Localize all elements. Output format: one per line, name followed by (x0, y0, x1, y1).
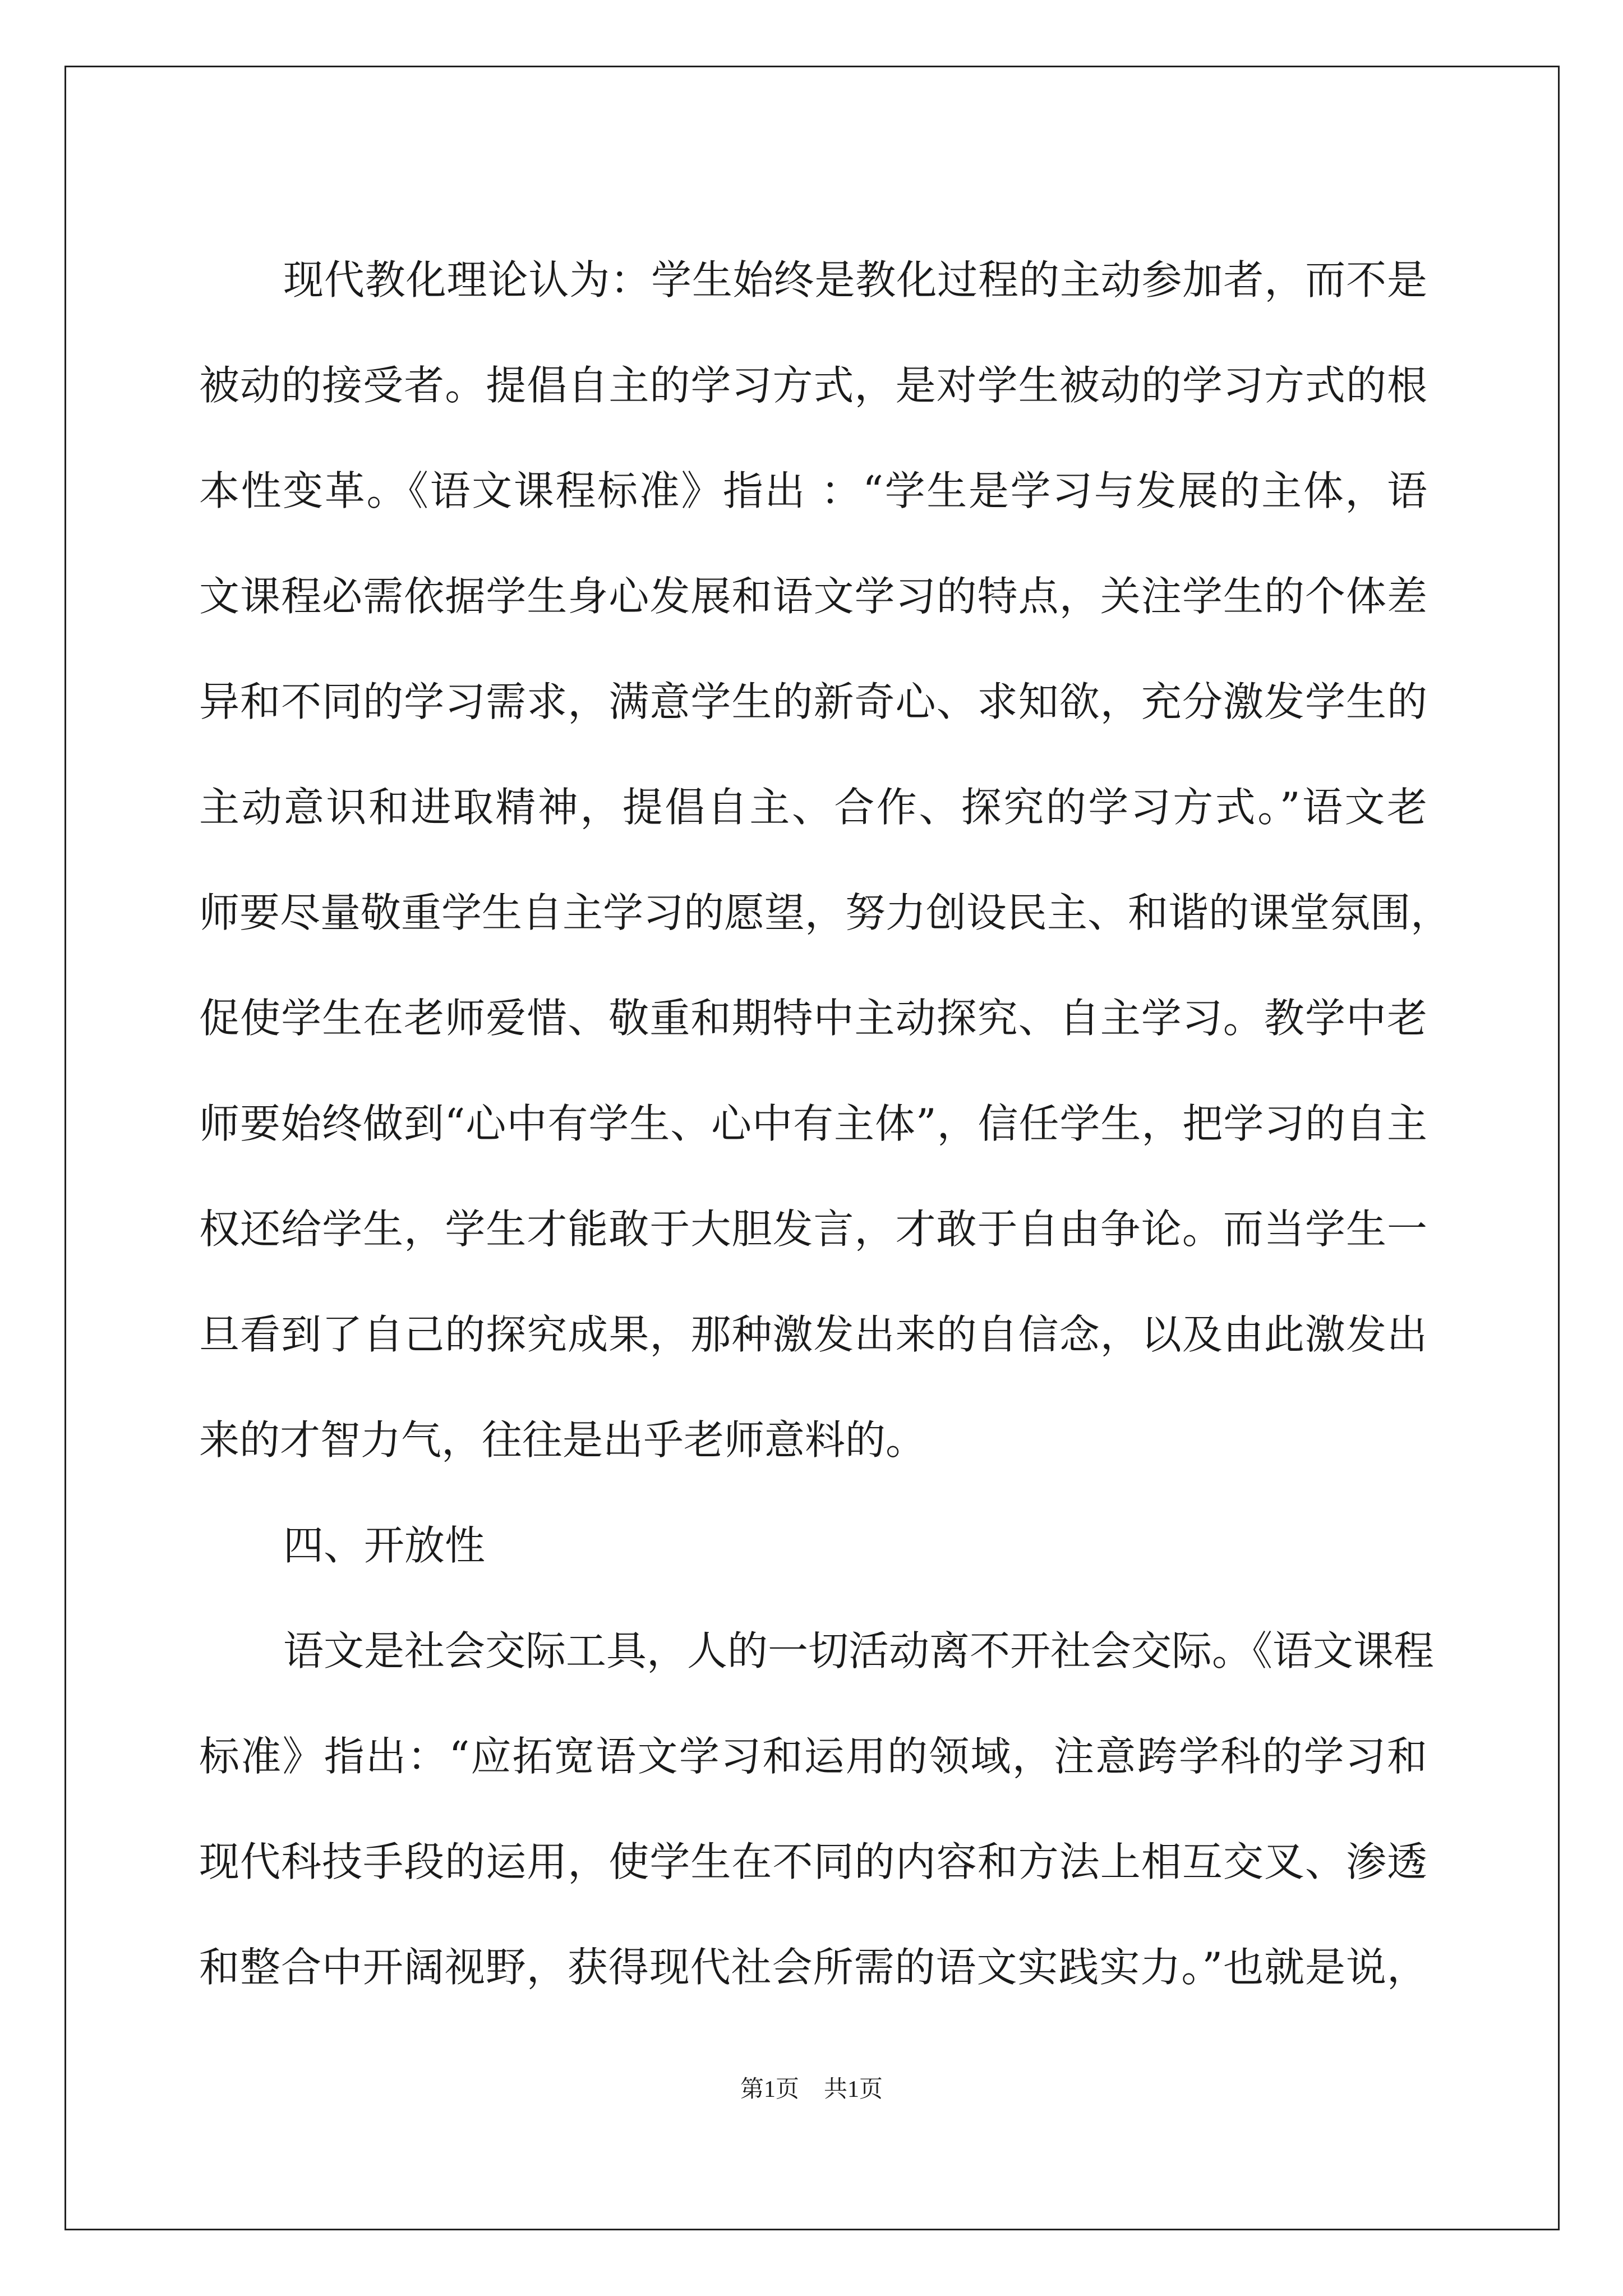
section-heading: 四、开放性 (283, 1522, 486, 1569)
paragraph-line: 主动意识和进取精神，提倡自主、合作、探究的学习方式。”语文老 (199, 784, 1427, 831)
paragraph-line: 语文是社会交际工具，人的一切活动离不开社会交际。《语文课程 (283, 1627, 1435, 1674)
paragraph-line: 异和不同的学习需求，满意学生的新奇心、求知欲，充分激发学生的 (199, 678, 1427, 725)
paragraph-line: 现代科技手段的运用，使学生在不同的内容和方法上相互交叉、渗透 (199, 1838, 1427, 1885)
paragraph-line: 师要尽量敬重学生自主学习的愿望，努力创设民主、和谐的课堂氛围， (199, 889, 1451, 936)
paragraph-line: 现代教化理论认为：学生始终是教化过程的主动参加者，而不是 (283, 256, 1427, 303)
paragraph-line: 本性变革。《语文课程标准》指出 ：“学生是学习与发展的主体，语 (199, 467, 1427, 514)
paragraph-line: 权还给学生，学生才能敢于大胆发言，才敢于自由争论。而当学生一 (199, 1205, 1427, 1253)
paragraph-line: 促使学生在老师爱惜、敬重和期特中主动探究、自主学习。教学中老 (199, 995, 1427, 1042)
paragraph-line: 标准》指出：“应拓宽语文学习和运用的领域，注意跨学科的学习和 (199, 1733, 1427, 1780)
paragraph-line: 旦看到了自己的探究成果，那种激发出来的自信念，以及由此激发出 (199, 1311, 1427, 1358)
body-text (199, 227, 1451, 2020)
paragraph-line: 文课程必需依据学生身心发展和语文学习的特点，关注学生的个体差 (199, 573, 1427, 620)
page-footer (0, 2073, 1623, 2106)
paragraph-line: 来的才智力气，往往是出乎老师意料的。 (199, 1416, 926, 1464)
paragraph-line: 和整合中开阔视野，获得现代社会所需的语文实践实力。”也就是说， (199, 1944, 1427, 1991)
page-number-current: 第1页 (740, 2077, 799, 2102)
page-number-total: 共1页 (824, 2077, 883, 2102)
paragraph-line: 师要始终做到“心中有学生、心中有主体”，信任学生，把学习的自主 (199, 1100, 1427, 1147)
paragraph-line: 被动的接受者。提倡自主的学习方式，是对学生被动的学习方式的根 (199, 362, 1427, 409)
